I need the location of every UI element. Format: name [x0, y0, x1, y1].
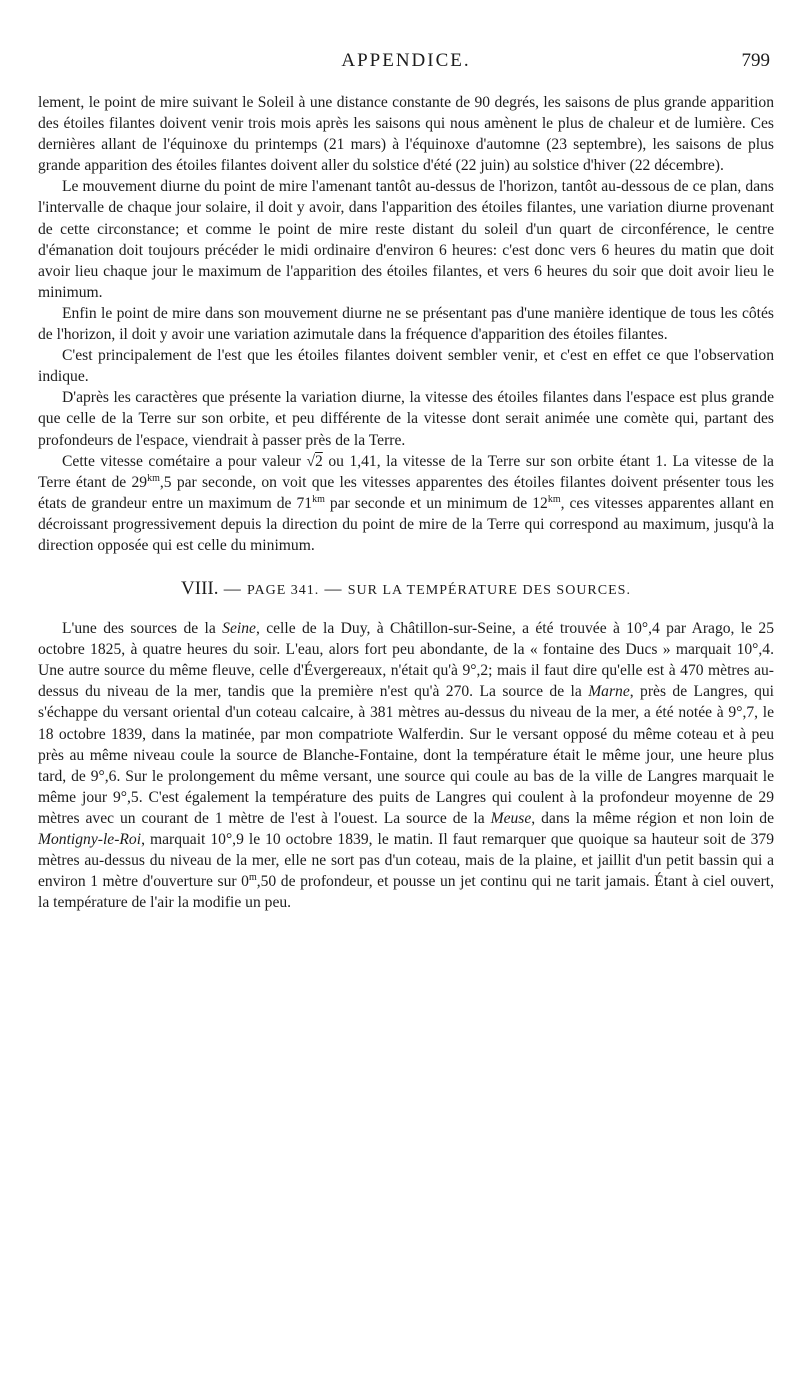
place-name-montigny: Montigny-le-Roi	[38, 831, 142, 848]
paragraph-velocity: D'après les caractères que présente la variation diurne, la vitesse des étoiles filantes dans l'espace est plus grande que celle de la Terre sur son orbite, et peu différente de la vitesse dont serait animée une comète qui, partant des profondeurs de l'espace, viendrait à passer près de la Terre.	[38, 389, 774, 449]
section-dash: —	[218, 579, 247, 599]
text-run: ,5 par seconde, on voit que les vitesses apparentes des étoiles filantes doivent présenter tous les états de grandeur entre un maximum de 71	[38, 473, 774, 512]
paragraph-diurnal-motion: Le mouvement diurne du point de mire l'amenant tantôt au-dessus de l'horizon, tantôt au-dessous de ce plan, dans l'intervalle de chaque jour solaire, il doit y avoir, dans l'apparition des étoiles filantes, une variation diurne provenant de cette circonstance; et comme le point de mire reste distant du soleil d'un quart de circonférence, le centre d'émanation doit toujours précéder le midi ordinaire d'environ 6 heures: c'est donc vers 6 heures du matin que doit avoir lieu chaque jour le maximum de l'apparition des étoiles filantes, et vers 6 heures du soir que doit avoir lieu le minimum.	[38, 178, 774, 301]
square-root-symbol: √	[306, 452, 315, 470]
body-text	[38, 92, 774, 913]
text-run: , dans la même région et non loin de	[531, 809, 774, 827]
unit-superscript: m	[248, 872, 257, 883]
river-name-meuse: Meuse	[490, 809, 532, 827]
river-name-marne: Marne	[588, 683, 630, 701]
paragraph-continued: lement, le point de mire suivant le Soleil à une distance constante de 90 degrés, les saisons de plus grande apparition des étoiles filantes doivent venir trois mois après les saisons qui nous amènent le plus de chaleur et de lumière. Ces dernières allant de l'équinoxe du printemps (21 mars) à l'équinoxe d'automne (23 septembre), les saisons de plus grande apparition des étoiles filantes doivent aller du solstice d'été (22 juin) au solstice d'hiver (22 décembre).	[38, 94, 774, 175]
text-run: , près de Langres, qui s'échappe du versant oriental d'un coteau calcaire, à 381 mètres au-dessus du niveau de la mer, a été notée à 9°,7, le 18 octobre 1839, dans la matinée, par mon compatriote Walferdin. Sur le versant opposé du même coteau et à peu près au même niveau coule la source de Blanche-Fontaine, dont la température était le même jour, une heure plus tard, de 9°,6. Sur le prolongement du même versant, une source qui coule au bas de la ville de Langres marquait le même jour 9°,5. C'est également la température des puits de Langres qui coulent à la profondeur moyenne de 29 mètres avec un courant de 1 mètre de l'est à l'ouest. La source de la	[38, 683, 774, 827]
text-run: par seconde et un minimum de 12	[324, 494, 548, 512]
unit-superscript: km	[147, 472, 160, 484]
unit-superscript: km	[312, 493, 325, 505]
paragraph-azimuthal-variation: Enfin le point de mire dans son mouvement diurne ne se présentant pas d'une manière identique de tous les côtés de l'horizon, il doit y avoir une variation azimutale dans la fréquence d'apparition des étoiles filantes.	[38, 304, 774, 344]
text-run: ,50 de profondeur, et pousse un jet continu qui ne tarit jamais. Étant à ciel ouvert, la température de l'air la modifie un peu.	[38, 873, 774, 912]
text-run: , celle de la Duy, à Châtillon-sur-Seine, a été trouvée à 10°,4 par Arago, le 25 octobre 1825, à quatre heures du soir. L'eau, alors fort peu abondante, de la « fontaine des Ducs » marquait 10°,4. Une autre source du même fleuve, celle d'Évergereaux, n'était qu'à 9°,2; mais il faut dire qu'elle est à 470 mètres au-dessus du niveau de la mer, tandis que la première n'est qu'à 270. La source de la	[38, 620, 774, 701]
section-dash: —	[319, 579, 348, 599]
paragraph-east-origin: C'est principalement de l'est que les étoiles filantes doivent sembler venir, et c'est en effet ce que l'observation indique.	[38, 347, 774, 386]
page-number: 799	[741, 50, 770, 71]
paragraph-sources-temperature	[38, 618, 774, 913]
running-head	[38, 50, 774, 80]
river-name-seine: Seine	[222, 620, 256, 638]
section-number: VIII.	[181, 578, 219, 600]
text-run: Cette vitesse cométaire a pour valeur	[62, 452, 307, 470]
text-run: , marquait 10°,9 le 10 octobre 1839, le matin. Il faut remarquer que quoique sa hauteur soit de 379 mètres au-dessus du niveau de la mer, elle ne sort pas d'un coteau, mais de la plaine, et jaillit d'un petit bassin qui a environ 1 mètre d'ouverture sur 0	[38, 831, 774, 891]
running-title: APPENDICE.	[341, 50, 471, 71]
text-run: L'une des sources de la	[62, 620, 223, 638]
square-root-expression	[306, 453, 322, 470]
section-title: SUR LA TEMPÉRATURE DES SOURCES.	[347, 583, 631, 599]
paragraph-cometary-velocity	[38, 451, 774, 556]
square-root-argument: 2	[315, 452, 323, 470]
section-heading	[38, 578, 774, 600]
section-page-reference: PAGE 341.	[246, 583, 320, 599]
text-run: , ces vitesses apparentes allant en décroissant progressivement depuis la direction du point de mire de la Terre qui correspond au maximum, jusqu'à la direction opposée qui est celle du minimum.	[38, 494, 774, 554]
unit-superscript: km	[547, 493, 561, 505]
text-run: ou 1,41, la vitesse de la Terre sur son orbite étant 1. La vitesse de la Terre étant de 29	[38, 452, 774, 491]
book-page	[38, 0, 774, 1376]
